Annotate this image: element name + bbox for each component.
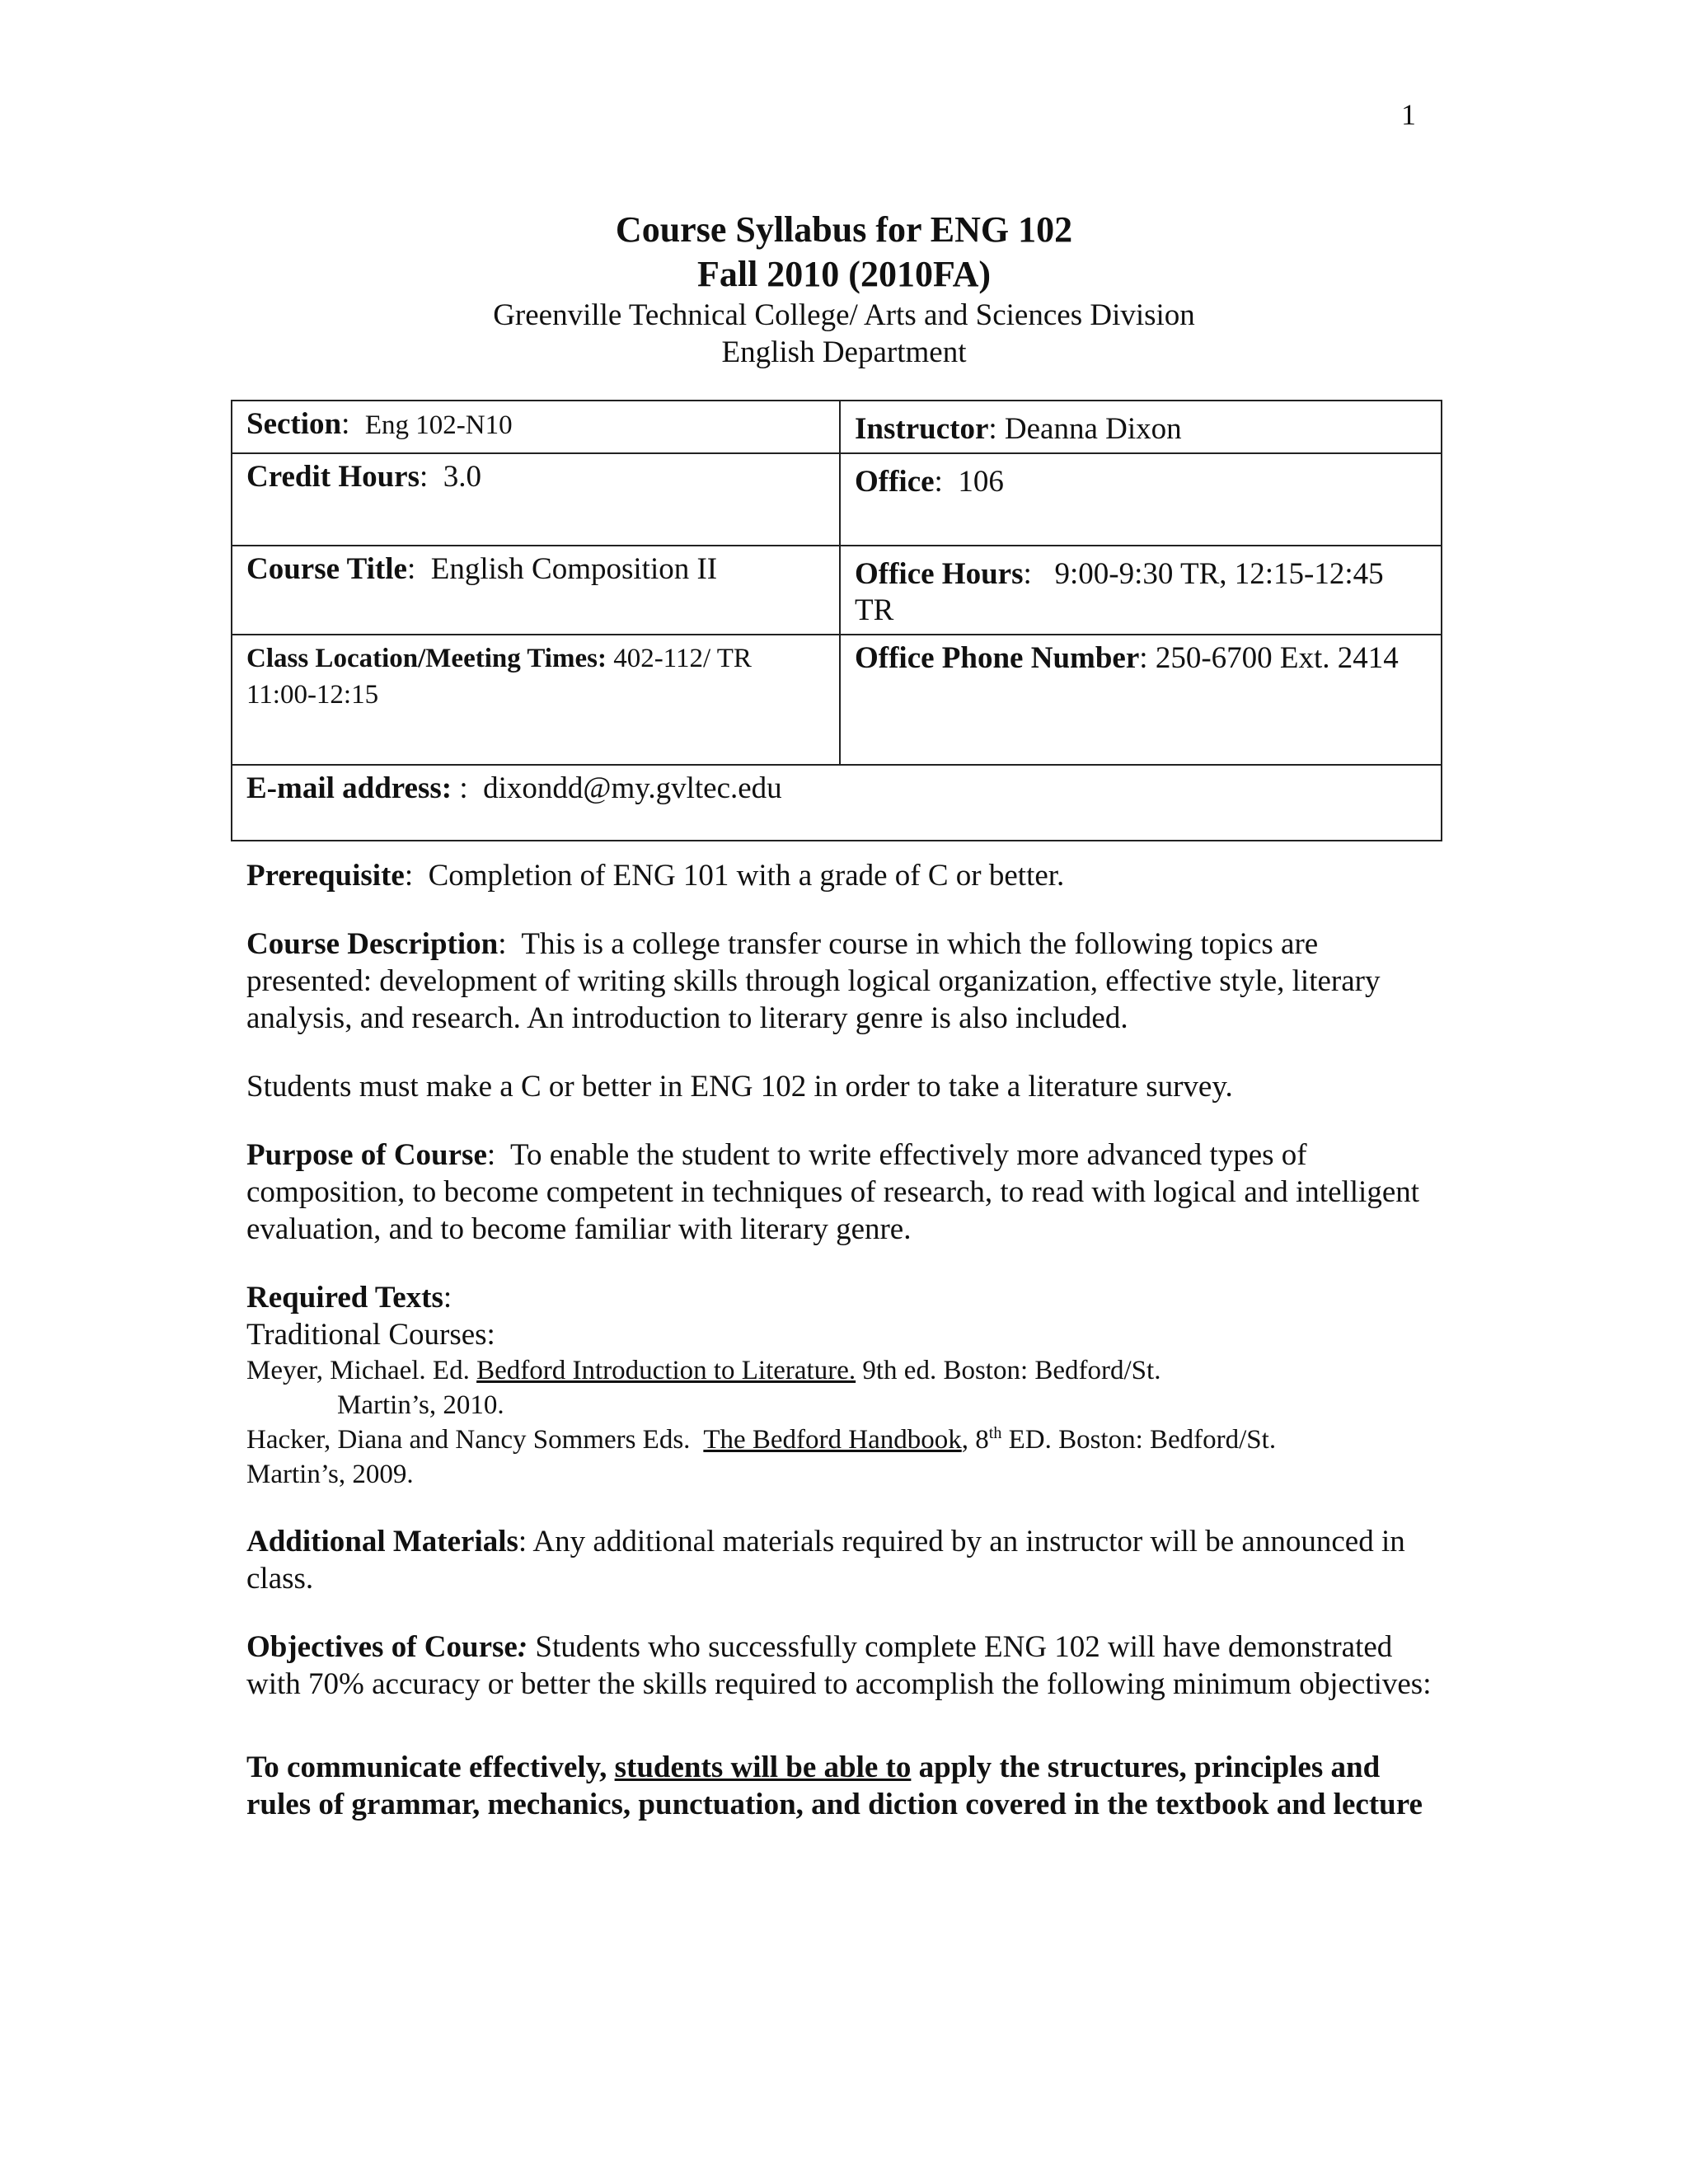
additional-materials-text: Any additional materials required by an instructor will be announced in class. xyxy=(246,1525,1405,1596)
section-cell: Section: Eng 102-N10 xyxy=(232,401,840,453)
communication-objective xyxy=(246,1749,1450,1823)
required-texts-label: Required Texts xyxy=(246,1281,443,1315)
instructor-cell: Instructor: Deanna Dixon xyxy=(840,401,1442,453)
course-title-label: Course Title xyxy=(246,552,407,586)
page-number: 1 xyxy=(1401,98,1416,131)
office-hours-label: Office Hours xyxy=(855,557,1024,591)
class-location-label: Class Location/Meeting Times: xyxy=(246,644,607,673)
document-header xyxy=(0,208,1688,371)
class-location-cell xyxy=(232,635,840,765)
title-line-2: Fall 2010 (2010FA) xyxy=(696,254,992,294)
office-cell: Office: 106 xyxy=(840,453,1442,546)
reference-meyer-edition: 9th ed. Boston: Bedford/St. xyxy=(862,1356,1161,1385)
section-value: Eng 102-N10 xyxy=(364,410,513,440)
objectives-paragraph xyxy=(246,1629,1450,1703)
course-title-cell: Course Title: English Composition II xyxy=(232,546,840,635)
communication-objective-underlined: students will be able to xyxy=(614,1750,912,1784)
purpose-paragraph: Purpose of Course: To enable the student to write effectively more advanced types of composition, to become competent in techniques of research, to read with logical and intelligent evaluation, and to become familiar with literary genre. xyxy=(246,1138,1420,1246)
reference-hacker-authors: Hacker, Diana and Nancy Sommers Eds. xyxy=(246,1425,691,1455)
instructor-value: Deanna Dixon xyxy=(1004,412,1182,446)
prerequisite-paragraph: Prerequisite: Completion of ENG 101 with a grade of C or better. xyxy=(246,859,1065,893)
communication-objective-intro: To communicate effectively, xyxy=(246,1750,607,1784)
reference-meyer-title: Bedford Introduction to Literature. xyxy=(476,1356,856,1385)
syllabus-body xyxy=(246,857,1450,1854)
class-location-value: 402-112/ TR 11:00-12:15 xyxy=(246,644,752,710)
reference-hacker-edition-suffix: th xyxy=(988,1424,1002,1442)
credit-hours-label: Credit Hours xyxy=(246,460,420,494)
required-texts-section: Required Texts: Traditional Courses: Meyer, Michael. Ed. Bedford Introduction to Literature. 9th ed. Boston: Bedford/St. Martin’s, 2010. Hacker, Diana and Nancy Sommers Eds. The Bedford Handbook, 8th ED. Boston: Bedford/St. Martin’s, 2009. xyxy=(246,1279,1450,1492)
reference-hacker-publisher: ED. Boston: Bedford/St. xyxy=(1008,1425,1277,1455)
additional-materials-paragraph: Additional Materials: Any additional materials required by an instructor will be announced in class. xyxy=(246,1525,1405,1596)
reference-meyer xyxy=(246,1353,1450,1422)
email-cell xyxy=(232,765,1442,841)
prerequisite-text: Completion of ENG 101 with a grade of C or better. xyxy=(428,859,1065,893)
email-separator: : xyxy=(459,771,468,805)
additional-materials-label: Additional Materials xyxy=(246,1525,518,1558)
reference-hacker xyxy=(246,1422,1450,1492)
email-value: dixondd@my.gvltec.edu xyxy=(483,771,782,805)
office-phone-label: Office Phone Number xyxy=(855,641,1140,675)
course-title-value: English Composition II xyxy=(430,552,718,586)
section-label: Section xyxy=(246,407,342,441)
reference-meyer-continuation: Martin’s, 2010. xyxy=(337,1390,504,1420)
course-info-table xyxy=(231,400,1442,841)
college-name: Greenville Technical College/ Arts and Sciences Division xyxy=(493,298,1195,332)
department-name: English Department xyxy=(721,335,967,369)
office-value: 106 xyxy=(958,465,1004,499)
email-label: E-mail address: xyxy=(246,771,452,805)
course-description-text: This is a college transfer course in which the following topics are presented: development of writing skills through logical organization, effective style, literary analysis, and research. An introduction to literary genre is also included. xyxy=(246,927,1381,1035)
reference-hacker-edition: , 8 xyxy=(961,1425,989,1455)
office-phone-cell: Office Phone Number: 250-6700 Ext. 2414 xyxy=(840,635,1442,765)
survey-note: Students must make a C or better in ENG 102 in order to take a literature survey. xyxy=(246,1070,1233,1104)
credit-hours-cell: Credit Hours: 3.0 xyxy=(232,453,840,546)
purpose-text: To enable the student to write effectively more advanced types of composition, to become competent in techniques of research, to read with logical and intelligent evaluation, and to become familiar with literary genre. xyxy=(246,1138,1420,1246)
purpose-label: Purpose of Course xyxy=(246,1138,487,1172)
course-description-label: Course Description xyxy=(246,927,499,961)
traditional-courses-label: Traditional Courses: xyxy=(246,1318,495,1352)
reference-hacker-title: The Bedford Handbook xyxy=(703,1425,962,1455)
reference-meyer-authors: Meyer, Michael. Ed. xyxy=(246,1356,470,1385)
instructor-label: Instructor xyxy=(855,412,989,446)
office-hours-value: 9:00-9:30 TR, 12:15-12:45 TR xyxy=(855,557,1384,627)
title-line-1: Course Syllabus for ENG 102 xyxy=(615,209,1073,250)
objectives-colon: : xyxy=(517,1630,528,1664)
prerequisite-label: Prerequisite xyxy=(246,859,405,893)
communication-objective-rest: apply the structures, principles and rules of grammar, mechanics, punctuation, and diction covered in the textbook and lecture xyxy=(246,1750,1423,1821)
objectives-label: Objectives of Course xyxy=(246,1630,518,1664)
office-hours-cell: Office Hours: 9:00-9:30 TR, 12:15-12:45 TR xyxy=(840,546,1442,635)
office-phone-value: 250-6700 Ext. 2414 xyxy=(1155,641,1399,675)
office-label: Office xyxy=(855,465,935,499)
objectives-text: Students who successfully complete ENG 102 will have demonstrated with 70% accuracy or better the skills required to accomplish the following minimum objectives: xyxy=(246,1630,1432,1701)
reference-hacker-continuation: Martin’s, 2009. xyxy=(246,1460,414,1489)
credit-hours-value: 3.0 xyxy=(443,460,482,494)
course-description-paragraph: Course Description: This is a college transfer course in which the following topics are presented: development of writing skills through logical organization, effective style, literary analysis, and research. An introduction to literary genre is also included. xyxy=(246,927,1381,1035)
